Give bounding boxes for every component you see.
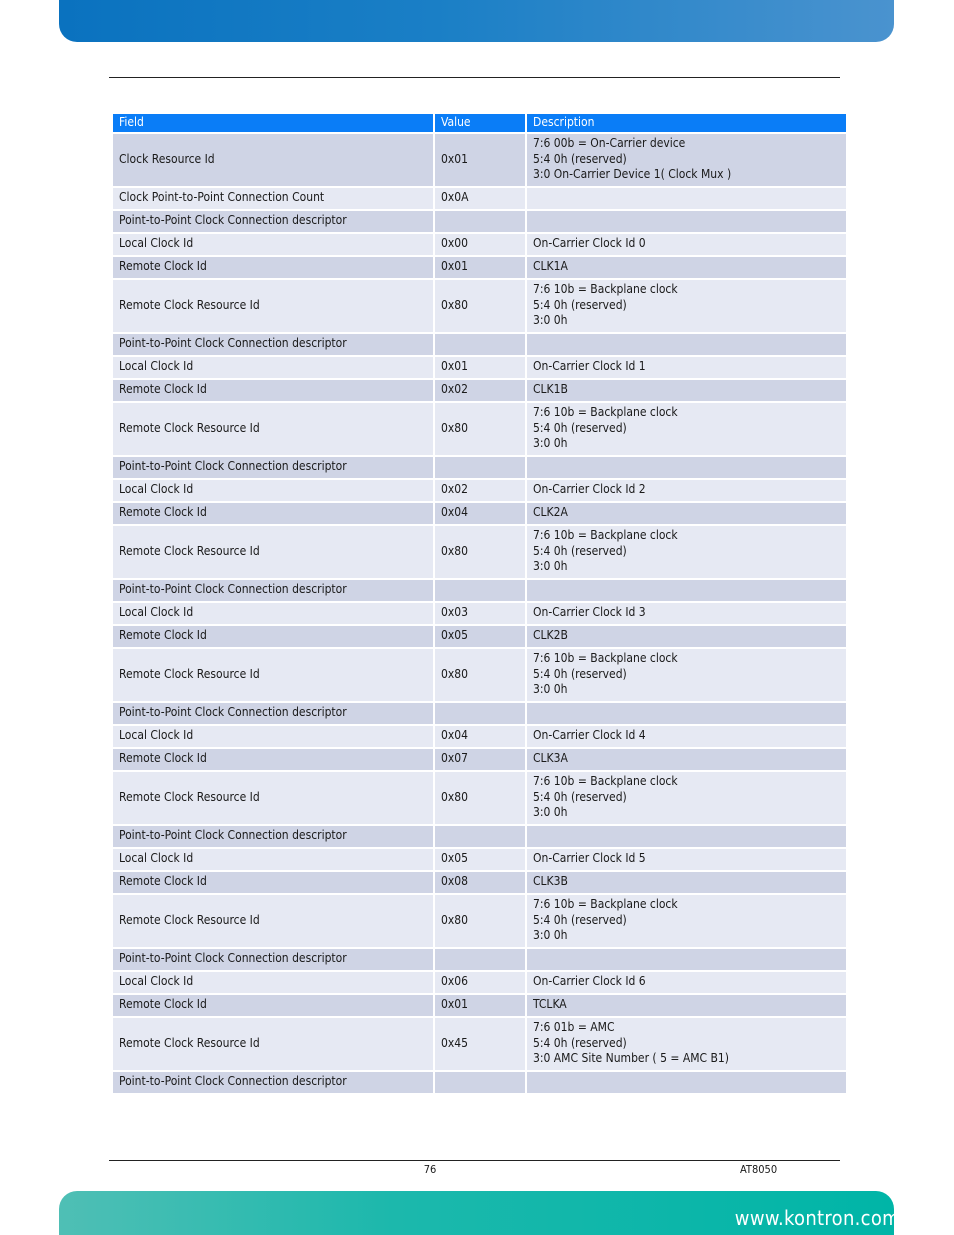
description-line: 3:0 0h	[533, 559, 568, 574]
table-row	[113, 457, 846, 478]
table-row	[113, 280, 846, 332]
cell-field: Remote Clock Resource Id	[113, 403, 433, 455]
cell-value: 0x02	[435, 380, 525, 401]
description-line: 5:4 0h (reserved)	[533, 1035, 627, 1050]
cell-value: 0x07	[435, 749, 525, 770]
cell-field: Local Clock Id	[113, 972, 433, 993]
cell-value: 0x06	[435, 972, 525, 993]
table-row	[113, 480, 846, 501]
cell-value: 0x05	[435, 626, 525, 647]
cell-description	[527, 872, 846, 893]
cell-description	[527, 772, 846, 824]
cell-description	[527, 849, 846, 870]
table-row	[113, 626, 846, 647]
cell-description	[527, 603, 846, 624]
cell-value: 0x45	[435, 1018, 525, 1070]
cell-field: Remote Clock Id	[113, 872, 433, 893]
cell-value: 0x02	[435, 480, 525, 501]
description-line: CLK1B	[533, 382, 568, 397]
cell-description	[527, 357, 846, 378]
description-line: 5:4 0h (reserved)	[533, 912, 627, 927]
cell-value: 0x80	[435, 403, 525, 455]
page-number: 76	[423, 1163, 437, 1176]
cell-value	[435, 703, 525, 724]
table-row	[113, 134, 846, 186]
cell-value: 0x08	[435, 872, 525, 893]
table-row	[113, 895, 846, 947]
description-line: On-Carrier Clock Id 6	[533, 974, 646, 989]
cell-value	[435, 580, 525, 601]
cell-value: 0x0A	[435, 188, 525, 209]
table-row	[113, 772, 846, 824]
cell-description	[527, 188, 846, 209]
cell-field: Clock Resource Id	[113, 134, 433, 186]
cell-field: Point-to-Point Clock Connection descriptor	[113, 826, 433, 847]
cell-value: 0x03	[435, 603, 525, 624]
table-row	[113, 580, 846, 601]
description-line: 3:0 0h	[533, 682, 568, 697]
table-row	[113, 211, 846, 232]
description-line: CLK1A	[533, 259, 568, 274]
cell-value: 0x00	[435, 234, 525, 255]
cell-description	[527, 380, 846, 401]
cell-field: Point-to-Point Clock Connection descriptor	[113, 949, 433, 970]
cell-field: Local Clock Id	[113, 849, 433, 870]
cell-value	[435, 457, 525, 478]
description-line: On-Carrier Clock Id 3	[533, 605, 646, 620]
description-line: 3:0 On-Carrier Device 1( Clock Mux )	[533, 167, 732, 182]
cell-description	[527, 749, 846, 770]
cell-field: Point-to-Point Clock Connection descriptor	[113, 334, 433, 355]
cell-value: 0x05	[435, 849, 525, 870]
description-line: 3:0 0h	[533, 436, 568, 451]
cell-value	[435, 949, 525, 970]
cell-value: 0x80	[435, 772, 525, 824]
table-row	[113, 234, 846, 255]
cell-value: 0x80	[435, 526, 525, 578]
description-line: 7:6 00b = On-Carrier device	[533, 136, 686, 151]
cell-field: Point-to-Point Clock Connection descriptor	[113, 580, 433, 601]
description-line: CLK2B	[533, 628, 568, 643]
description-line: On-Carrier Clock Id 4	[533, 728, 646, 743]
description-line: 5:4 0h (reserved)	[533, 543, 627, 558]
cell-field: Remote Clock Id	[113, 380, 433, 401]
column-header-field: Field	[113, 114, 433, 132]
description-line: 3:0 0h	[533, 805, 568, 820]
cell-field: Local Clock Id	[113, 357, 433, 378]
description-line: 5:4 0h (reserved)	[533, 789, 627, 804]
cell-field: Local Clock Id	[113, 480, 433, 501]
description-line: CLK2A	[533, 505, 568, 520]
cell-value: 0x01	[435, 257, 525, 278]
table-body	[113, 134, 846, 1093]
description-line: 7:6 01b = AMC	[533, 1020, 615, 1035]
cell-value: 0x80	[435, 649, 525, 701]
table-row	[113, 849, 846, 870]
description-line: 5:4 0h (reserved)	[533, 151, 627, 166]
table-row	[113, 826, 846, 847]
description-line: 3:0 AMC Site Number ( 5 = AMC B1)	[533, 1051, 729, 1066]
table-row	[113, 949, 846, 970]
cell-description	[527, 257, 846, 278]
cell-field: Point-to-Point Clock Connection descriptor	[113, 703, 433, 724]
cell-value: 0x01	[435, 357, 525, 378]
cell-value	[435, 211, 525, 232]
cell-field: Local Clock Id	[113, 603, 433, 624]
cell-field: Remote Clock Id	[113, 503, 433, 524]
header-rule	[109, 77, 840, 78]
cell-description	[527, 726, 846, 747]
cell-field: Point-to-Point Clock Connection descriptor	[113, 211, 433, 232]
description-line: 5:4 0h (reserved)	[533, 297, 627, 312]
cell-field: Local Clock Id	[113, 726, 433, 747]
cell-description	[527, 826, 846, 847]
cell-description	[527, 1072, 846, 1093]
cell-description	[527, 457, 846, 478]
description-line: 7:6 10b = Backplane clock	[533, 651, 678, 666]
cell-field: Remote Clock Id	[113, 995, 433, 1016]
clock-descriptor-table	[111, 112, 848, 1095]
document-id: AT8050	[740, 1163, 778, 1176]
cell-description	[527, 403, 846, 455]
description-line: On-Carrier Clock Id 5	[533, 851, 646, 866]
cell-description	[527, 526, 846, 578]
cell-description	[527, 703, 846, 724]
cell-value	[435, 826, 525, 847]
cell-field: Remote Clock Resource Id	[113, 526, 433, 578]
cell-field: Local Clock Id	[113, 234, 433, 255]
table-row	[113, 403, 846, 455]
table-row	[113, 703, 846, 724]
cell-field: Point-to-Point Clock Connection descriptor	[113, 457, 433, 478]
cell-description	[527, 580, 846, 601]
cell-field: Remote Clock Resource Id	[113, 649, 433, 701]
description-line: On-Carrier Clock Id 0	[533, 236, 646, 251]
cell-field: Remote Clock Id	[113, 257, 433, 278]
table-row	[113, 749, 846, 770]
table-row	[113, 649, 846, 701]
description-line: 7:6 10b = Backplane clock	[533, 774, 678, 789]
description-line: 7:6 10b = Backplane clock	[533, 897, 678, 912]
cell-description	[527, 134, 846, 186]
cell-field: Remote Clock Resource Id	[113, 280, 433, 332]
footer-rule	[109, 1160, 840, 1161]
cell-description	[527, 995, 846, 1016]
cell-description	[527, 649, 846, 701]
cell-description	[527, 972, 846, 993]
cell-value: 0x01	[435, 134, 525, 186]
table-row	[113, 726, 846, 747]
cell-value: 0x80	[435, 895, 525, 947]
description-line: On-Carrier Clock Id 2	[533, 482, 646, 497]
cell-field: Remote Clock Resource Id	[113, 772, 433, 824]
cell-field: Remote Clock Resource Id	[113, 1018, 433, 1070]
table-row	[113, 1018, 846, 1070]
cell-value: 0x01	[435, 995, 525, 1016]
table-row	[113, 503, 846, 524]
cell-value: 0x80	[435, 280, 525, 332]
cell-field: Remote Clock Id	[113, 626, 433, 647]
table-row	[113, 526, 846, 578]
column-header-description: Description	[527, 114, 846, 132]
description-line: CLK3A	[533, 751, 568, 766]
table-header-row	[113, 114, 846, 132]
description-line: 5:4 0h (reserved)	[533, 666, 627, 681]
cell-value	[435, 1072, 525, 1093]
description-line: 3:0 0h	[533, 313, 568, 328]
table-row	[113, 995, 846, 1016]
table-row	[113, 188, 846, 209]
table-row	[113, 972, 846, 993]
description-line: 5:4 0h (reserved)	[533, 420, 627, 435]
table-row	[113, 357, 846, 378]
cell-description	[527, 480, 846, 501]
column-header-value: Value	[435, 114, 525, 132]
website-link[interactable]: www.kontron.com	[734, 1206, 900, 1230]
cell-field: Point-to-Point Clock Connection descriptor	[113, 1072, 433, 1093]
cell-description	[527, 234, 846, 255]
cell-description	[527, 334, 846, 355]
description-line: TCLKA	[533, 997, 567, 1012]
cell-description	[527, 949, 846, 970]
cell-field: Clock Point-to-Point Connection Count	[113, 188, 433, 209]
description-line: 7:6 10b = Backplane clock	[533, 528, 678, 543]
table-row	[113, 872, 846, 893]
table-row	[113, 603, 846, 624]
cell-description	[527, 280, 846, 332]
header-band	[59, 0, 894, 42]
description-line: CLK3B	[533, 874, 568, 889]
cell-description	[527, 211, 846, 232]
table-row	[113, 257, 846, 278]
table-row	[113, 1072, 846, 1093]
cell-description	[527, 626, 846, 647]
description-line: On-Carrier Clock Id 1	[533, 359, 646, 374]
table-row	[113, 380, 846, 401]
cell-description	[527, 503, 846, 524]
cell-description	[527, 1018, 846, 1070]
cell-value	[435, 334, 525, 355]
description-line: 3:0 0h	[533, 928, 568, 943]
cell-value: 0x04	[435, 726, 525, 747]
cell-field: Remote Clock Id	[113, 749, 433, 770]
cell-description	[527, 895, 846, 947]
table-row	[113, 334, 846, 355]
description-line: 7:6 10b = Backplane clock	[533, 282, 678, 297]
cell-field: Remote Clock Resource Id	[113, 895, 433, 947]
description-line: 7:6 10b = Backplane clock	[533, 405, 678, 420]
cell-value: 0x04	[435, 503, 525, 524]
